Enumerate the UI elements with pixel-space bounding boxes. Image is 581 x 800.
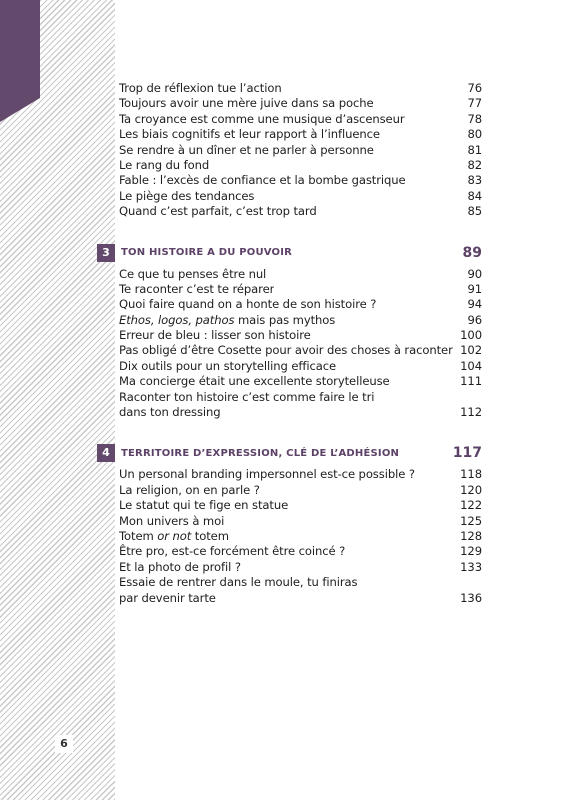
- chapter-heading[interactable]: [97, 244, 482, 262]
- toc-entry[interactable]: [119, 560, 482, 575]
- toc-entry[interactable]: [119, 127, 482, 142]
- entry-page: 90: [467, 266, 482, 281]
- entry-page: 94: [467, 297, 482, 312]
- entry-title: Ta croyance est comme une musique d’ascenseur: [119, 111, 405, 126]
- toc-entry[interactable]: [119, 328, 482, 343]
- toc-entry[interactable]: [119, 81, 482, 96]
- toc-entry[interactable]: [119, 173, 482, 188]
- toc-entry[interactable]: [119, 313, 482, 328]
- toc-entry[interactable]: [119, 343, 482, 358]
- entry-page: 76: [467, 81, 482, 95]
- toc-entry[interactable]: [119, 498, 482, 513]
- toc-entry-line2[interactable]: [119, 405, 482, 420]
- entry-page: 83: [467, 173, 482, 188]
- toc-entry[interactable]: [119, 267, 482, 282]
- toc-entry[interactable]: [119, 483, 482, 498]
- toc-entry-line1[interactable]: [119, 575, 482, 590]
- toc-entry[interactable]: [119, 204, 482, 219]
- toc-entry[interactable]: [119, 96, 482, 111]
- entry-title: Mon univers à moi: [119, 513, 225, 528]
- toc-entry[interactable]: [119, 544, 482, 559]
- entry-page: 120: [460, 482, 482, 497]
- chapter-number-badge: 3: [97, 244, 115, 262]
- chapter-title: TON HISTOIRE A DU POUVOIR: [121, 247, 293, 259]
- chapter-heading[interactable]: [97, 444, 482, 462]
- entry-page: 91: [467, 281, 482, 296]
- entry-title: Trop de réflexion tue l’action: [119, 81, 282, 95]
- entry-title: [119, 529, 229, 544]
- entry-title: Essaie de rentrer dans le moule, tu finiras: [119, 575, 358, 590]
- entry-page: 125: [460, 513, 482, 528]
- entry-title: Pas obligé d’être Cosette pour avoir des choses à raconter: [119, 343, 453, 358]
- entry-title: Quoi faire quand on a honte de son histoire ?: [119, 297, 377, 312]
- entry-page: 100: [460, 328, 482, 343]
- entry-title: Toujours avoir une mère juive dans sa poche: [119, 96, 374, 111]
- entry-title: La religion, on en parle ?: [119, 482, 260, 497]
- entry-page: 136: [460, 590, 482, 605]
- entry-title: Un personal branding impersonnel est-ce possible ?: [119, 467, 415, 482]
- entry-title-b: totem: [191, 528, 229, 543]
- entry-title: Se rendre à un dîner et ne parler à personne: [119, 142, 374, 157]
- entry-title: Quand c’est parfait, c’est trop tard: [119, 204, 317, 219]
- entry-title: Le rang du fond: [119, 157, 210, 172]
- entry-page: 104: [460, 358, 482, 373]
- toc-entry[interactable]: [119, 143, 482, 158]
- toc-entry[interactable]: [119, 297, 482, 312]
- corner-decoration: [0, 0, 40, 122]
- entry-title: Et la photo de profil ?: [119, 559, 241, 574]
- entry-page: 122: [460, 498, 482, 513]
- entry-title: par devenir tarte: [119, 590, 216, 605]
- entry-title: [119, 313, 335, 328]
- entry-page: 80: [467, 127, 482, 142]
- chapter-title: TERRITOIRE D’EXPRESSION, CLÉ DE L’ADHÉSION: [121, 447, 400, 459]
- entry-page: 77: [467, 96, 482, 111]
- toc-entry-line2[interactable]: [119, 591, 482, 606]
- entry-page: 85: [467, 204, 482, 219]
- entry-title: Te raconter c’est te réparer: [119, 281, 275, 296]
- entry-title: Fable : l’excès de confiance et la bombe gastrique: [119, 173, 406, 188]
- toc-entry-line1[interactable]: [119, 390, 482, 405]
- entry-page: 118: [460, 467, 482, 482]
- entry-title-italic: Ethos, logos, pathos: [119, 312, 235, 327]
- entry-page: 84: [467, 188, 482, 203]
- toc-entry[interactable]: [119, 514, 482, 529]
- entry-page: 112: [460, 405, 482, 420]
- toc-entry[interactable]: [119, 112, 482, 127]
- entry-title-a: Totem: [119, 528, 158, 543]
- toc-entry[interactable]: [119, 158, 482, 173]
- entry-title: Raconter ton histoire c’est comme faire le tri: [119, 389, 375, 404]
- entry-title-rest: mais pas mythos: [234, 312, 336, 327]
- entry-title: Être pro, est-ce forcément être coincé ?: [119, 544, 346, 559]
- entry-page: 111: [460, 374, 482, 389]
- entry-title: dans ton dressing: [119, 405, 221, 420]
- entry-page: 78: [467, 111, 482, 126]
- entry-title: Erreur de bleu : lisser son histoire: [119, 328, 311, 343]
- entry-title: Le statut qui te fige en statue: [119, 498, 289, 513]
- entry-title: Ma concierge était une excellente storytelleuse: [119, 374, 390, 389]
- chapter-number-badge: 4: [97, 444, 115, 462]
- entry-title: Le piège des tendances: [119, 188, 255, 203]
- entry-title-italic: or not: [157, 528, 192, 543]
- toc-entry[interactable]: [119, 374, 482, 389]
- entry-title: Dix outils pour un storytelling efficace: [119, 358, 337, 373]
- chapter-page: 117: [452, 445, 482, 462]
- entry-page: 133: [460, 559, 482, 574]
- entry-page: 82: [467, 157, 482, 172]
- entry-page: 96: [467, 312, 482, 327]
- entry-page: 102: [460, 343, 482, 358]
- entry-page: 129: [460, 544, 482, 559]
- toc-entry[interactable]: [119, 467, 482, 482]
- entry-title: Ce que tu penses être nul: [119, 266, 267, 281]
- toc-entry[interactable]: [119, 189, 482, 204]
- entry-title: Les biais cognitifs et leur rapport à l’influence: [119, 127, 380, 142]
- page-number: 6: [55, 735, 73, 753]
- entry-page: 81: [467, 142, 482, 157]
- toc-entry[interactable]: [119, 282, 482, 297]
- chapter-page: 89: [462, 244, 482, 261]
- entry-page: 128: [460, 528, 482, 543]
- toc-entry[interactable]: [119, 359, 482, 374]
- toc-entry[interactable]: [119, 529, 482, 544]
- table-of-contents: [102, 81, 482, 606]
